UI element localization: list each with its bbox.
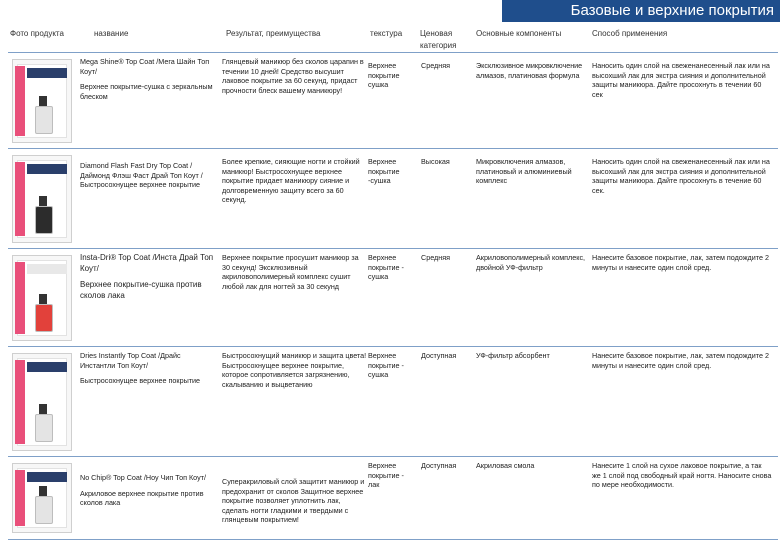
product-usage: Наносить один слой на свеженанесенный лак или на высохший лак для экстра сияния и дополнительной защиты маникюра. Дайте просохнуть в течении 60 сек bbox=[592, 61, 770, 99]
product-components: Эксклюзивное микровключение алмазов, платиновая формула bbox=[476, 61, 583, 80]
product-result: Верхнее покрытие просушит маникюр за 30 секунд! Эксклюзивный акриловополимерный комплекс сушит любой лак для ногтей за 30 секунд bbox=[222, 253, 359, 291]
header-usage: Способ применения bbox=[592, 29, 668, 38]
product-texture: Верхнее покрытие - сушка bbox=[368, 351, 404, 379]
product-name: No Chip® Top Coat /Ноу Чип Топ Коут/ bbox=[80, 473, 206, 482]
header-result: Результат, преимущества bbox=[226, 29, 321, 38]
table-row bbox=[8, 248, 778, 347]
product-texture: Верхнее покрытие - сушка bbox=[368, 253, 404, 281]
product-result: Суперакриловый слой защитит маникюр и предохранит от сколов Защитное верхнее покрытие позволяет уплотнить лак, сделать ногти гладкими и твердыми с глянцевым покрытием! bbox=[222, 477, 365, 524]
table-row bbox=[8, 456, 778, 540]
product-subtitle: Верхнее покрытие-сушка с зеркальным блеском bbox=[80, 82, 213, 101]
table-row bbox=[8, 148, 778, 249]
product-price: Средняя bbox=[421, 61, 450, 70]
product-name: Mega Shine® Top Coat /Мега Шайн Топ Коут/ bbox=[80, 57, 210, 76]
product-components: Акриловополимерный комплекс, двойной УФ-фильтр bbox=[476, 253, 586, 272]
table-row bbox=[8, 346, 778, 457]
header-price: Ценовая категория bbox=[420, 29, 457, 50]
product-price: Доступная bbox=[421, 351, 457, 360]
product-subtitle: Быстросохнущее верхнее покрытие bbox=[80, 180, 201, 189]
header-name: название bbox=[94, 29, 129, 38]
product-usage: Нанесите базовое покрытие, лак, затем подождите 2 минуты и нанесите один слой сред. bbox=[592, 351, 769, 370]
product-result: Быстросохнущий маникюр и защита цвета! Быстросохнущее верхнее покрытие, которое сопротивляется загрязнению, скалыванию и выцветанию bbox=[222, 351, 367, 389]
product-photo bbox=[12, 155, 72, 243]
product-name: Diamond Flash Fast Dry Top Coat /Даймонд Флэш Фаст Драй Топ Коут / bbox=[80, 161, 203, 180]
product-name: Insta-Dri® Top Coat /Инста Драй Топ Коут/ bbox=[80, 253, 214, 273]
product-result: Более крепкие, сияющие ногти и стойкий маникюр! Быстросохнущее верхнее покрытие придает маникюру сияние и долговременную защиту всего за 60 секунд. bbox=[222, 157, 360, 204]
product-usage: Нанесите 1 слой на сухое лаковое покрытие, а так же 1 слой под свободный край ногтя. Наносите снова по мере необходимости. bbox=[592, 461, 772, 489]
product-photo bbox=[12, 59, 72, 143]
product-subtitle: Быстросохнущее верхнее покрытие bbox=[80, 376, 201, 385]
header-components: Основные компоненты bbox=[476, 29, 562, 38]
product-result: Глянцевый маникюр без сколов царапин в течении 10 дней! Средство высушит лаковое покрытие за 60 секунд, придаст прочности блеск вашему маникюру! bbox=[222, 57, 364, 95]
product-photo bbox=[12, 255, 72, 341]
page-title-banner: Базовые и верхние покрытия bbox=[502, 0, 780, 22]
product-components: Акриловая смола bbox=[476, 461, 535, 470]
product-name: Dries Instantly Top Coat /Драйс Инстантли Топ Коут/ bbox=[80, 351, 181, 370]
header-photo: Фото продукта bbox=[10, 29, 64, 38]
product-price: Средняя bbox=[421, 253, 450, 262]
product-usage: Нанесите базовое покрытие, лак, затем подождите 2 минуты и нанесите один слой сред. bbox=[592, 253, 769, 272]
product-photo bbox=[12, 463, 72, 533]
product-price: Доступная bbox=[421, 461, 457, 470]
product-photo bbox=[12, 353, 72, 451]
product-usage: Наносить один слой на свеженанесенный лак или на высохший лак для экстра сияния и дополнительной защиты маникюра. Дайте просохнуть в течение 60 сек. bbox=[592, 157, 770, 195]
product-texture: Верхнее покрытие сушка bbox=[368, 61, 400, 89]
product-texture: Верхнее покрытие - лак bbox=[368, 461, 404, 489]
product-price: Высокая bbox=[421, 157, 450, 166]
header-texture: текстура bbox=[370, 29, 403, 38]
table-row bbox=[8, 52, 778, 149]
product-texture: Верхнее покрытие -сушка bbox=[368, 157, 400, 185]
product-subtitle: Верхнее покрытие-сушка против сколов лака bbox=[80, 280, 202, 300]
product-subtitle: Акриловое верхнее покрытие против сколов лака bbox=[80, 488, 204, 507]
product-components: УФ-фильтр абсорбент bbox=[476, 351, 550, 360]
product-components: Микровключения алмазов, платиновый и алюминиевый комплекс bbox=[476, 157, 572, 185]
